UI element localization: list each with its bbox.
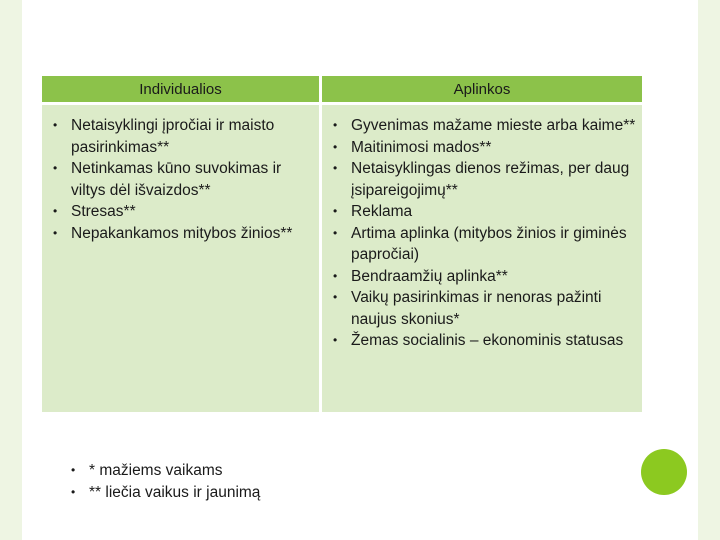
individual-list bbox=[42, 115, 312, 244]
bullet-icon: • bbox=[53, 204, 58, 218]
list-item-text: Netinkamas kūno suvokimas ir viltys dėl išvaizdos** bbox=[71, 160, 282, 199]
environmental-list bbox=[322, 115, 638, 352]
list-item bbox=[42, 115, 312, 158]
list-item bbox=[322, 223, 638, 266]
list-item bbox=[322, 115, 638, 137]
list-item bbox=[60, 482, 460, 504]
bullet-icon: • bbox=[53, 225, 58, 240]
bullet-icon: • bbox=[333, 204, 338, 218]
bullet-icon: • bbox=[333, 290, 338, 304]
environmental-cell bbox=[322, 105, 642, 412]
list-item-text: ** liečia vaikus ir jaunimą bbox=[89, 483, 261, 501]
list-item-text: Gyvenimas mažame mieste arba kaime** bbox=[351, 117, 636, 134]
list-item-text: Bendraamžių aplinka** bbox=[351, 267, 508, 285]
bullet-icon: • bbox=[333, 161, 338, 175]
list-item-text: Netaisyklingi įpročiai ir maisto pasirinkimas** bbox=[71, 117, 275, 156]
list-item-text: Reklama bbox=[351, 203, 413, 220]
individual-cell bbox=[42, 105, 319, 412]
header-individual: Individualios bbox=[42, 76, 319, 102]
footnotes-list bbox=[60, 460, 460, 503]
list-item bbox=[322, 330, 638, 352]
list-item-text: Nepakankamos mitybos žinios** bbox=[71, 224, 293, 242]
list-item-text: Maitinimosi mados** bbox=[351, 138, 492, 156]
bullet-icon: • bbox=[333, 268, 338, 283]
bullet-icon: • bbox=[333, 225, 338, 240]
list-item-text: Netaisyklingas dienos režimas, per daug įsipareigojimų** bbox=[351, 160, 630, 199]
bullet-icon: • bbox=[71, 484, 76, 499]
bullet-icon: • bbox=[333, 333, 338, 347]
list-item-text: Žemas socialinis – ekonominis statusas bbox=[351, 332, 624, 349]
factors-table bbox=[42, 76, 642, 412]
bullet-icon: • bbox=[71, 463, 76, 477]
list-item-text: * mažiems vaikams bbox=[89, 462, 223, 479]
list-item bbox=[322, 137, 638, 159]
list-item bbox=[42, 201, 312, 223]
bullet-icon: • bbox=[333, 139, 338, 154]
list-item bbox=[42, 223, 312, 245]
list-item bbox=[322, 201, 638, 223]
bullet-icon: • bbox=[53, 161, 58, 175]
header-environmental: Aplinkos bbox=[322, 76, 642, 102]
list-item-text: Artima aplinka (mitybos žinios ir giminės papročiai) bbox=[351, 224, 627, 263]
list-item-text: Stresas** bbox=[71, 203, 136, 220]
list-item bbox=[322, 266, 638, 288]
decorative-circle bbox=[641, 449, 687, 495]
bullet-icon: • bbox=[333, 118, 338, 132]
list-item-text: Vaikų pasirinkimas ir nenoras pažinti naujus skonius* bbox=[351, 289, 602, 328]
list-item bbox=[322, 287, 638, 330]
list-item bbox=[60, 460, 460, 482]
list-item bbox=[42, 158, 312, 201]
bullet-icon: • bbox=[53, 118, 58, 132]
list-item bbox=[322, 158, 638, 201]
